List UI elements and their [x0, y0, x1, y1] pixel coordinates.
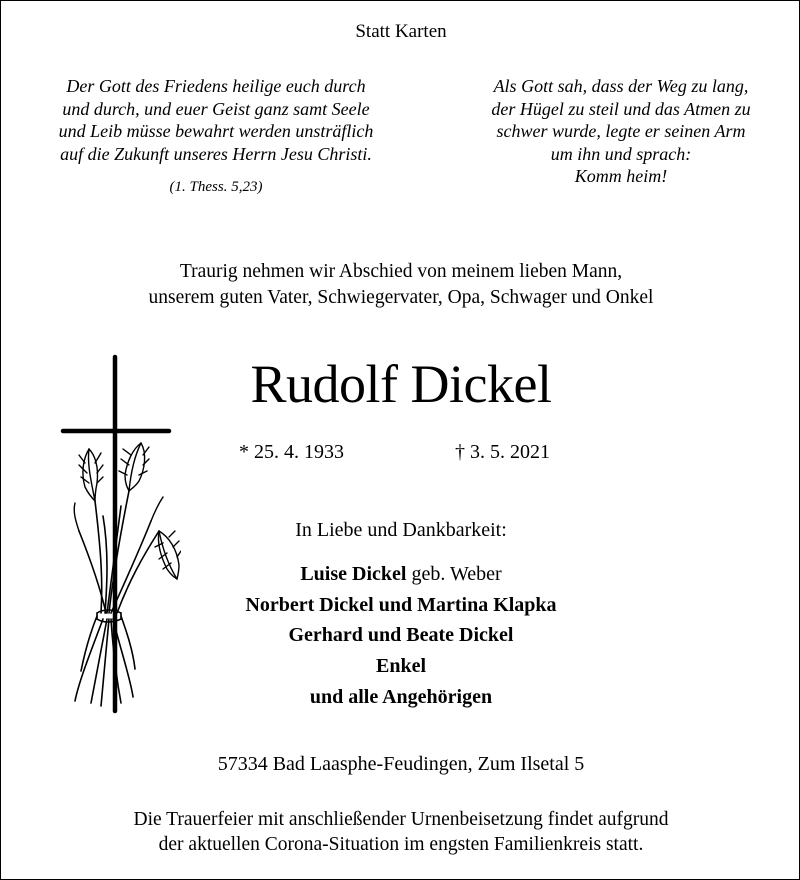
closing-phrase: In Liebe und Dankbarkeit:	[295, 519, 507, 541]
notice-line: der aktuellen Corona-Situation im engsten Familienkreis statt.	[158, 834, 644, 855]
verse-line: Der Gott des Friedens heilige euch durch	[66, 76, 366, 96]
mourner-line: Gerhard und Beate Dickel	[288, 624, 514, 647]
mourner-line: Norbert Dickel und Martina Klapka	[245, 593, 557, 616]
header-statt-karten: Statt Karten	[355, 21, 447, 42]
mourner-line: Enkel	[375, 655, 427, 678]
verse-line: auf die Zukunft unseres Herrn Jesu Christi.	[60, 143, 372, 164]
intro-line: Traurig nehmen wir Abschied von meinem lieben Mann,	[179, 261, 623, 282]
mourner-line: und alle Angehörigen	[309, 685, 493, 708]
poem-line: schwer wurde, legte er seinen Arm	[496, 121, 746, 141]
death-date: † 3. 5. 2021	[455, 441, 550, 463]
verse-line: und Leib müsse bewahrt werden unsträflich	[58, 121, 374, 141]
birth-date: * 25. 4. 1933	[239, 441, 344, 463]
maiden-name: geb. Weber	[406, 563, 502, 585]
verse-line: und durch, und euer Geist ganz samt Seele	[62, 98, 370, 119]
notice-line: Die Trauerfeier mit anschließender Urnenbeisetzung findet aufgrund	[133, 809, 669, 830]
intro-text	[1, 259, 800, 311]
intro-line: unserem guten Vater, Schwiegervater, Opa, Schwager und Onkel	[148, 287, 654, 308]
verse-reference: (1. Thess. 5,23)	[169, 179, 263, 195]
poem-line: um ihn und sprach:	[550, 143, 692, 164]
deceased-name: Rudolf Dickel	[250, 354, 552, 414]
funeral-notice	[1, 807, 800, 857]
mourner-line	[1, 559, 800, 590]
poem-line: der Hügel zu steil und das Atmen zu	[491, 98, 751, 119]
address: 57334 Bad Laasphe-Feudingen, Zum Ilsetal 5	[217, 753, 585, 775]
poem-line: Als Gott sah, dass der Weg zu lang,	[493, 76, 749, 96]
poem-line: Komm heim!	[574, 166, 668, 186]
poem	[441, 75, 800, 188]
mourner-name: Luise Dickel	[300, 563, 407, 585]
mourners-list	[1, 559, 800, 713]
bible-verse	[11, 75, 421, 165]
